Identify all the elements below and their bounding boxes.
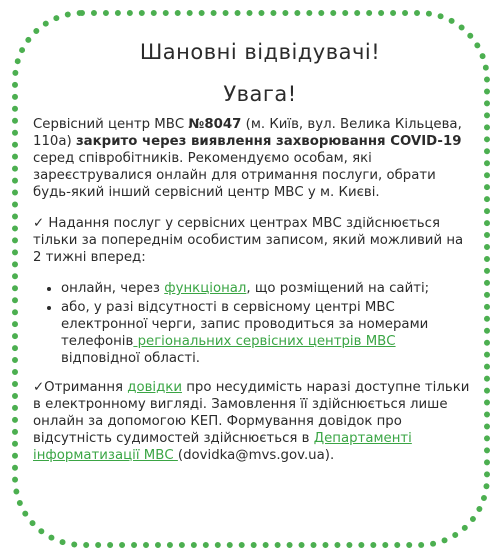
list-item-online	[61, 280, 473, 297]
closure-reason: закрито через виявлення захворювання COVID-19	[75, 134, 462, 149]
list-item-online-text: онлайн, через	[61, 281, 165, 296]
certificate-text-2: про несудимість наразі доступне тільки в електронному вигляді. Замовлення її здійснюється лише онлайн за допомогою КЕП. Формування довідок про відсутність судимостей здійснюється в	[33, 380, 470, 446]
checkmark-icon: ✓	[33, 380, 45, 395]
appointment-paragraph	[33, 215, 473, 266]
certificate-text-1: Отримання	[44, 380, 128, 395]
list-item-phone	[61, 299, 473, 367]
center-number: №8047	[188, 117, 242, 132]
closure-paragraph	[33, 116, 473, 201]
regional-centers-link[interactable]: регіональних сервісних центрів МВС	[133, 334, 396, 349]
attention-heading: Увага!	[223, 82, 297, 106]
functional-link[interactable]: функціонал	[164, 281, 247, 296]
closure-text-2: (м. Київ, вул. Велика Кільцева, 110а)	[33, 117, 462, 149]
page-title: Шановні відвідувачі!	[139, 40, 381, 64]
certificate-email: (dovidka@mvs.gov.ua).	[177, 448, 335, 463]
certificate-link[interactable]: довідки	[127, 380, 182, 395]
certificate-paragraph	[33, 379, 473, 464]
booking-options-list	[33, 280, 473, 367]
appointment-text: Надання послуг у сервісних центрах МВС здійснюється тільки за попереднім особистим записом, який можливий на 2 тижні вперед:	[33, 216, 464, 265]
list-item-online-suffix: , що розміщений на сайті;	[246, 281, 430, 296]
list-item-phone-suffix: відповідної області.	[61, 351, 200, 366]
list-item-phone-text: або, у разі відсутності в сервісному центрі МВС електронної черги, запис проводиться за номерами телефонів	[61, 300, 429, 349]
department-link[interactable]: Департаменті інформатизації МВС	[33, 431, 412, 463]
closure-text-1: Сервісний центр МВС	[33, 117, 189, 132]
checkmark-icon: ✓	[33, 216, 45, 231]
closure-text-3: серед співробітників. Рекомендуємо особам, які зареєструвалися онлайн для отримання послуги, обрати будь-який інший сервісний центр МВС у м. Києві.	[33, 151, 436, 200]
notice-content	[33, 40, 473, 478]
